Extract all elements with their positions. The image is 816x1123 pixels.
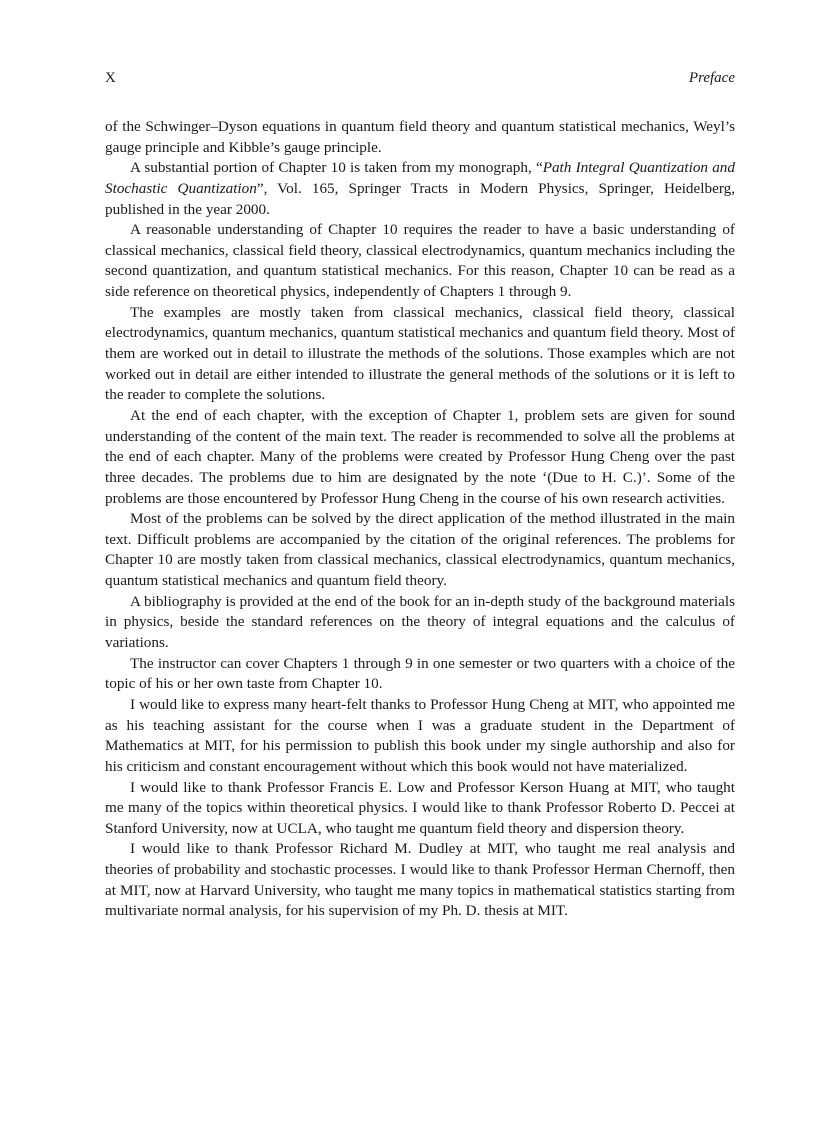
paragraph-thanks-low-huang-peccei: I would like to thank Professor Francis E. Low and Professor Kerson Huang at MIT, who taught me many of the topics within theoretical physics. I would like to thank Professor Roberto D. Peccei at Stanford University, now at UCLA, who taught me quantum field theory and dispersion theory. [105, 778, 735, 837]
paragraph-bibliography: A bibliography is provided at the end of the book for an in-depth study of the background materials in physics, beside the standard references on the theory of integral equations and the calculus of variations. [105, 592, 735, 652]
paragraph-continued: of the Schwinger–Dyson equations in quantum field theory and quantum statistical mechanics, Weyl’s gauge principle and Kibble’s gauge principle. [105, 118, 735, 156]
preface-body [105, 117, 735, 922]
paragraph-examples: The examples are mostly taken from classical mechanics, classical field theory, classical electrodynamics, quantum mechanics, quantum statistical mechanics and quantum field theory. Most of them are worked out in detail to illustrate the methods of the solutions. Those examples which are not worked out in detail are either intended to illustrate the general methods of the solutions or it is left to the reader to complete the solutions. [105, 303, 735, 404]
paragraph-instructor: The instructor can cover Chapters 1 through 9 in one semester or two quarters with a choice of the topic of his or her own taste from Chapter 10. [105, 654, 735, 693]
paragraph-problem-solving: Most of the problems can be solved by the direct application of the method illustrated in the main text. Difficult problems are accompanied by the citation of the original references. The problems for Chapter 10 are mostly taken from classical mechanics, classical electrodynamics, quantum mechanics, quantum statistical mechanics and quantum field theory. [105, 510, 735, 590]
page-number: X [105, 70, 116, 86]
running-head [105, 68, 735, 88]
paragraph-thanks-dudley-chernoff: I would like to thank Professor Richard M. Dudley at MIT, who taught me real analysis and theories of probability and stochastic processes. I would like to thank Professor Herman Chernoff, then at MIT, now at Harvard University, who taught me many topics in mathematical statistics starting from multivariate normal analysis, for his supervision of my Ph. D. thesis at MIT. [105, 840, 735, 920]
paragraph-prerequisites: A reasonable understanding of Chapter 10 requires the reader to have a basic understanding of classical mechanics, classical field theory, classical electrodynamics, quantum mechanics including the second quantization, and quantum statistical mechanics. For this reason, Chapter 10 can be read as a side reference on theoretical physics, independently of Chapters 1 through 9. [105, 221, 735, 301]
book-title: Path Integral Quantization and Stochastic Quantization [105, 159, 735, 197]
paragraph-text: ”, Vol. 165, Springer Tracts in Modern Physics, Springer, Heidelberg, published in the year 2000. [105, 179, 735, 218]
paragraph-thanks-cheng: I would like to express many heart-felt thanks to Professor Hung Cheng at MIT, who appointed me as his teaching assistant for the course when I was a graduate student in the Department of Mathematics at MIT, for his permission to publish this book under my single authorship and also for his criticism and constant encouragement without which this book would not have materialized. [105, 695, 735, 775]
paragraph-problem-sets: At the end of each chapter, with the exception of Chapter 1, problem sets are given for sound understanding of the content of the main text. The reader is recommended to solve all the problems at the end of each chapter. Many of the problems were created by Professor Hung Cheng over the past three decades. The problems due to him are designated by the note ‘(Due to H. C.)’. Some of the problems are those encountered by Professor Hung Cheng in the course of his own research activities. [105, 406, 735, 507]
paragraph-monograph [105, 158, 735, 220]
paragraph-text: A substantial portion of Chapter 10 is taken from my monograph, “ [130, 159, 543, 177]
running-title: Preface [688, 70, 735, 86]
